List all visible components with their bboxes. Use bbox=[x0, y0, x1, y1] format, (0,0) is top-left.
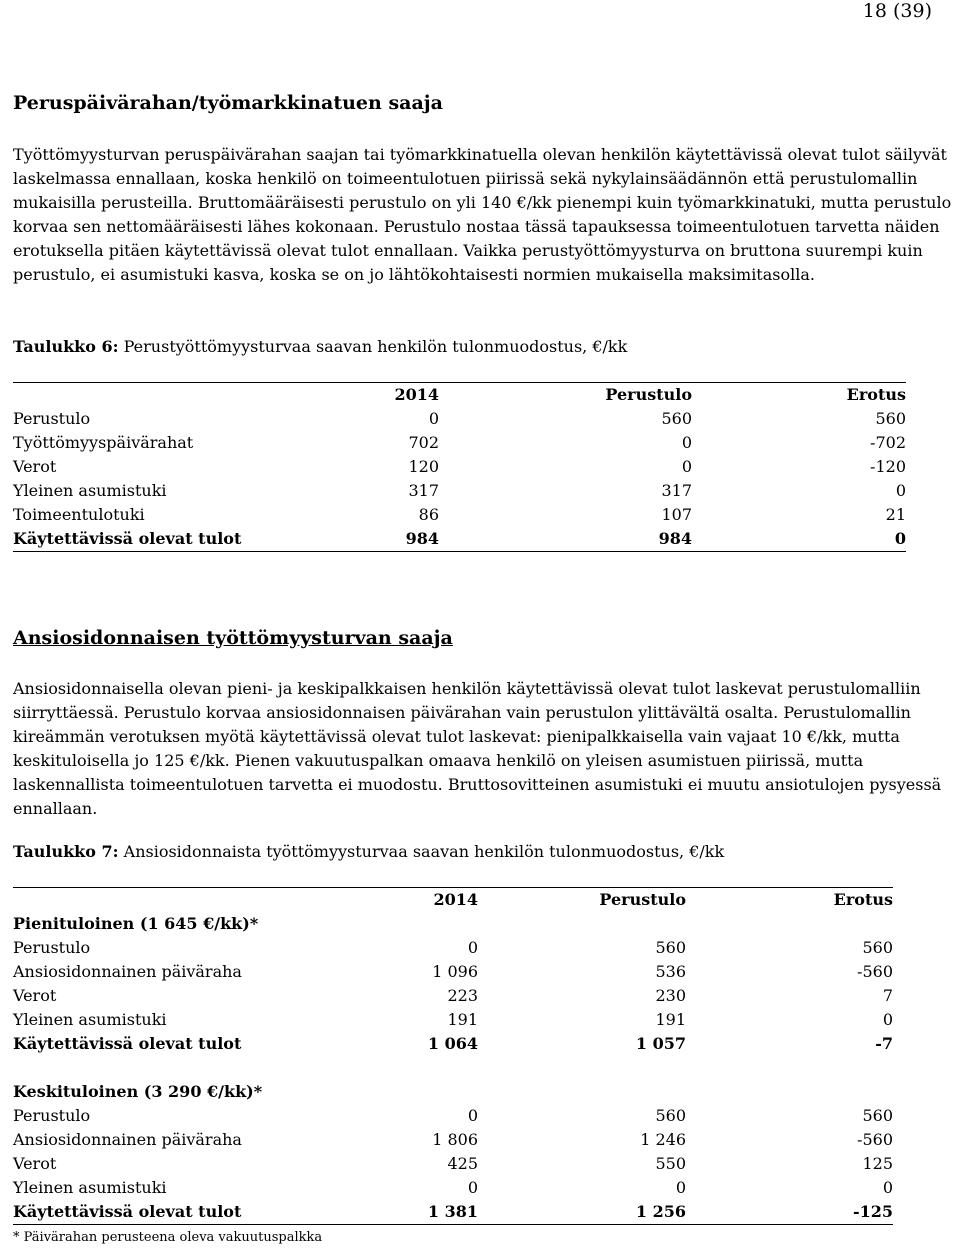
cell-value: 984 bbox=[263, 527, 439, 552]
cell-value: 120 bbox=[408, 457, 439, 476]
row-label: Työttömyyspäivärahat bbox=[13, 433, 194, 452]
table7 bbox=[13, 887, 893, 1225]
cell-value: 0 bbox=[895, 481, 906, 500]
cell-value: 125 bbox=[862, 1154, 893, 1173]
cell-value: 0 bbox=[467, 938, 478, 957]
cell-value: 0 bbox=[428, 409, 439, 428]
table-row bbox=[13, 1152, 893, 1176]
table-row bbox=[13, 936, 893, 960]
cell-value: 0 bbox=[692, 527, 906, 552]
row-label: Käytettävissä olevat tulot bbox=[13, 527, 263, 552]
table7-group-title bbox=[13, 912, 893, 936]
cell-value: 1 096 bbox=[432, 962, 478, 981]
cell-value: -560 bbox=[857, 962, 893, 981]
table7-caption-text: Ansiosidonnaista työttömyysturvaa saavan henkilön tulonmuodostus, €/kk bbox=[118, 842, 725, 861]
table6-header-cell bbox=[13, 383, 263, 408]
cell-value: 984 bbox=[439, 527, 692, 552]
cell-value: -7 bbox=[875, 1034, 893, 1053]
cell-value: 1 064 bbox=[427, 1034, 478, 1053]
table-row bbox=[13, 1008, 893, 1032]
table7-header-row bbox=[13, 888, 893, 913]
table7-header-cell: Erotus bbox=[686, 888, 893, 913]
table7-group-total-row bbox=[13, 1032, 893, 1056]
cell-value: 0 bbox=[681, 457, 692, 476]
cell-value: 560 bbox=[661, 409, 692, 428]
table7-header-cell: Perustulo bbox=[478, 888, 686, 913]
cell-value: 0 bbox=[467, 1106, 478, 1125]
table-row bbox=[13, 1176, 893, 1200]
cell-value: -702 bbox=[870, 433, 906, 452]
cell-value: -560 bbox=[857, 1130, 893, 1149]
table-row bbox=[13, 503, 906, 527]
table-row bbox=[13, 431, 906, 455]
cell-value: 0 bbox=[882, 1178, 893, 1197]
cell-value: -125 bbox=[686, 1200, 893, 1225]
cell-value: 317 bbox=[661, 481, 692, 500]
cell-value: 21 bbox=[885, 505, 906, 524]
row-label: Yleinen asumistuki bbox=[13, 1178, 167, 1197]
row-label: Käytettävissä olevat tulot bbox=[13, 1200, 303, 1225]
table6-header-row bbox=[13, 383, 906, 408]
footnote: * Päivärahan perusteena oleva vakuutuspalkka bbox=[13, 1230, 323, 1245]
cell-value: 536 bbox=[655, 962, 686, 981]
row-label: Ansiosidonnainen päiväraha bbox=[13, 1130, 242, 1149]
row-label: Yleinen asumistuki bbox=[13, 1010, 167, 1029]
spacer-cell bbox=[13, 1056, 893, 1080]
cell-value: 702 bbox=[408, 433, 439, 452]
cell-value: 107 bbox=[661, 505, 692, 524]
group-title: Keskituloinen (3 290 €/kk)* bbox=[13, 1082, 263, 1101]
cell-value: 0 bbox=[882, 1010, 893, 1029]
table-row bbox=[13, 1104, 893, 1128]
row-label: Yleinen asumistuki bbox=[13, 481, 167, 500]
cell-value: 560 bbox=[655, 938, 686, 957]
table7-total-row bbox=[13, 1200, 893, 1225]
table7-header-cell bbox=[13, 888, 303, 913]
section-heading-earnings-related: Ansiosidonnaisen työttömyysturvan saaja bbox=[13, 627, 453, 649]
group-title: Pienituloinen (1 645 €/kk)* bbox=[13, 914, 259, 933]
row-label: Perustulo bbox=[13, 409, 91, 428]
table7-header-cell: 2014 bbox=[303, 888, 478, 913]
table7-caption bbox=[13, 841, 724, 863]
cell-value: 86 bbox=[418, 505, 439, 524]
cell-value: 560 bbox=[862, 938, 893, 957]
section-heading-basic-allowance: Peruspäivärahan/työmarkkinatuen saaja bbox=[13, 92, 443, 114]
cell-value: 550 bbox=[655, 1154, 686, 1173]
table6-total-row bbox=[13, 527, 906, 552]
table6-caption-label: Taulukko 6: bbox=[13, 337, 119, 356]
cell-value: 230 bbox=[655, 986, 686, 1005]
cell-value: 0 bbox=[467, 1178, 478, 1197]
cell-value: 560 bbox=[875, 409, 906, 428]
row-label: Verot bbox=[13, 986, 57, 1005]
cell-value: 1 806 bbox=[432, 1130, 478, 1149]
cell-value: 191 bbox=[655, 1010, 686, 1029]
cell-value: -120 bbox=[870, 457, 906, 476]
table6-header-cell: 2014 bbox=[263, 383, 439, 408]
table-row bbox=[13, 455, 906, 479]
table6-header-cell: Perustulo bbox=[439, 383, 692, 408]
table7-caption-label: Taulukko 7: bbox=[13, 842, 119, 861]
page-number: 18 (39) bbox=[862, 0, 932, 22]
cell-value: 425 bbox=[447, 1154, 478, 1173]
row-label: Perustulo bbox=[13, 1106, 91, 1125]
cell-value: 317 bbox=[408, 481, 439, 500]
table-row bbox=[13, 960, 893, 984]
cell-value: 7 bbox=[882, 986, 893, 1005]
cell-value: 560 bbox=[655, 1106, 686, 1125]
cell-value: 0 bbox=[675, 1178, 686, 1197]
row-label: Verot bbox=[13, 1154, 57, 1173]
table-row bbox=[13, 1128, 893, 1152]
cell-value: 1 381 bbox=[303, 1200, 478, 1225]
row-label: Käytettävissä olevat tulot bbox=[13, 1034, 242, 1053]
section-paragraph-earnings-related: Ansiosidonnaisella olevan pieni- ja keskipalkkaisen henkilön käytettävissä olevat tulot laskevat perustulomalliin siirryttäessä. Perustulo korvaa ansiosidonnaisen päivärahan vain perustulon ylittävältä osalta. Perustulomallin kireämmän verotuksen myötä käytettävissä olevat tulot laskevat: pienipalkkaisella vain vajaat 10 €/kk, mutta keskituloisella jo 125 €/kk. Pienen vakuutuspalkan omaava henkilö on yleisen asumistuen piirissä, mutta laskennallista toimeentulotuen tarvetta ei muodostu. Bruttosovitteinen asumistuki ei muutu ansiotulojen pysyessä ennallaan. bbox=[13, 679, 942, 818]
cell-value: 0 bbox=[681, 433, 692, 452]
table6-header-cell: Erotus bbox=[692, 383, 906, 408]
row-label: Perustulo bbox=[13, 938, 91, 957]
table6-caption bbox=[13, 336, 627, 358]
cell-value: 191 bbox=[447, 1010, 478, 1029]
table-row bbox=[13, 984, 893, 1008]
cell-value: 223 bbox=[447, 986, 478, 1005]
section-paragraph-basic-allowance: Työttömyysturvan peruspäivärahan saajan tai työmarkkinatuella olevan henkilön käytettävissä olevat tulot säilyvät laskelmassa ennallaan, koska henkilö on toimeentulotuen piirissä sekä nykylainsäädännön että perustulomallin mukaisilla perusteilla. Bruttomääräisesti perustulo on yli 140 €/kk pienempi kuin työmarkkinatuki, mutta perustulo korvaa sen nettomääräisesti lähes kokonaan. Perustulo nostaa tässä tapauksessa toimeentulotuen tarvetta näiden erotuksella pitäen käytettävissä olevat tulot ennallaan. Vaikka perustyöttömyysturva on bruttona suurempi kuin perustulo, ei asumistuki kasva, koska se on jo lähtökohtaisesti normien mukaisella maksimitasolla. bbox=[13, 145, 952, 284]
table6-caption-text: Perustyöttömyysturvaa saavan henkilön tulonmuodostus, €/kk bbox=[118, 337, 628, 356]
cell-value: 1 246 bbox=[640, 1130, 686, 1149]
table7-group-title bbox=[13, 1080, 893, 1104]
table6 bbox=[13, 382, 906, 552]
table-row bbox=[13, 479, 906, 503]
table7-spacer-row bbox=[13, 1056, 893, 1080]
row-label: Verot bbox=[13, 457, 57, 476]
cell-value: 1 256 bbox=[478, 1200, 686, 1225]
row-label: Ansiosidonnainen päiväraha bbox=[13, 962, 242, 981]
table-row bbox=[13, 407, 906, 431]
row-label: Toimeentulotuki bbox=[13, 505, 145, 524]
cell-value: 560 bbox=[862, 1106, 893, 1125]
cell-value: 1 057 bbox=[635, 1034, 686, 1053]
